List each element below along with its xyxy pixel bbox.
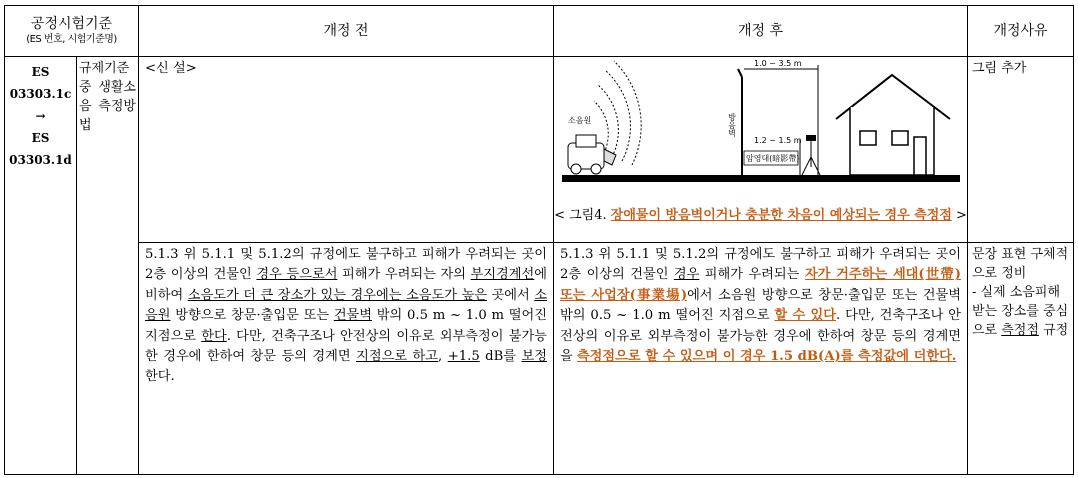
header-standard-sub: (ES 번호, 시험기준명) [26, 34, 117, 45]
fig-label-distance-top: 1.0 ~ 3.5 m [754, 59, 802, 68]
text-row [5, 243, 1074, 475]
after-text-segment: 경우 [673, 267, 700, 283]
microphone-tripod-icon [802, 135, 820, 175]
noise-source-machine-icon [568, 135, 616, 174]
before-text-segment: 5.1.3 위 5.1.1 및 5.1.2의 규정에도 불구하고 피해가 우려되는 곳이 2층 이상의 건물인 [145, 247, 547, 283]
reason-line-2: - 실제 소음피해 받는 장소를 중심으로 [972, 285, 1069, 338]
after-text-segment: 자가 거주하는 세대(世帶) 또는 사업장(事業場) [560, 267, 962, 303]
fig-label-height: 1.2 ~ 1.5 m [754, 136, 802, 145]
reason-figure-cell: 그림 추가 [968, 57, 1074, 243]
after-text-segment: 1.5 [770, 349, 794, 365]
before-text-segment: 한다 [201, 328, 227, 344]
header-standard [5, 6, 139, 57]
reason-line-4: 규정 [1038, 323, 1069, 338]
after-text-segment: 에서 소음원 방향으로 창문·출입문 또는 건물벽 밖의 0.5 ~ 1.0 m 떨어진 지점으로 [560, 287, 961, 324]
before-text-segment: dB를 [479, 349, 522, 365]
caption-suffix: > [951, 208, 967, 223]
before-text-segment: 보정 [521, 349, 547, 365]
before-figure-cell: <신 설> [139, 57, 554, 243]
before-text-segment: 소음도가 더 큰 장소가 있는 경우에는 소음도가 높은 [187, 287, 487, 303]
reason-line-3: 측정점 [1001, 323, 1039, 338]
before-text-segment: 소음원 [145, 287, 547, 324]
before-text-segment: 경우 등으로서 [256, 267, 338, 283]
figure-caption [554, 206, 967, 226]
before-text-segment: 건물벽 [333, 308, 373, 324]
fig-label-shadow: 암영대(暗影帶) [746, 154, 800, 163]
category-cell: 규제기준 중 생활소음 측정방법 [77, 57, 139, 475]
header-standard-title: 공정시험기준 [30, 16, 113, 32]
code-old-number: 03303.1c [9, 87, 72, 101]
before-text-segment: 밖의 0.5 m ~ 1.0 m 떨어진 지점으로 [145, 308, 547, 344]
code-new-prefix: ES [31, 131, 50, 145]
before-text-segment: 에 비하여 [145, 267, 547, 303]
house-icon [836, 75, 950, 175]
reason-line-1: 문장 표현 구체적으로 정비 [972, 247, 1069, 281]
code-old-prefix: ES [31, 65, 50, 79]
after-text-segment: . 다만, 건축구조나 안전상의 이유로 외부측정이 불가능한 경우에 한하여 창문 등의 경계면을 [560, 308, 962, 365]
before-text-segment: +1.5 [447, 349, 480, 365]
fig-label-barrier: 방음벽 [727, 113, 737, 137]
before-text-segment: 곳에서 [486, 287, 535, 303]
before-text-segment: . 다만, 건축구조나 안전상의 이유로 외부측정이 불가능한 경우에 한하여 창문 등의 경계면 [145, 328, 547, 365]
before-text-segment: 한다. [145, 369, 175, 385]
header-row [5, 6, 1074, 57]
figure-row [5, 57, 1074, 243]
after-text-cell [554, 243, 968, 475]
before-text-segment: 피해가 우려되는 자의 [337, 267, 471, 283]
caption-highlight: 장애물이 방음벽이거나 충분한 차음이 예상되는 경우 측정점 [610, 208, 952, 223]
after-text-segment: 할 수 있다 [774, 308, 837, 324]
after-text-segment: 피해가 우려되는 [699, 267, 805, 283]
header-reason: 개정사유 [968, 6, 1074, 57]
header-before: 개정 전 [139, 6, 554, 57]
before-text-segment: 부지경계선 [470, 267, 535, 283]
before-text-segment: 방향으로 창문·출입문 또는 [170, 308, 334, 324]
revision-table [4, 5, 1074, 475]
barrier-pole-icon [738, 69, 742, 175]
after-text-segment: 측정점으로 할 수 있으며 이 경우 [576, 349, 771, 365]
measurement-figure [554, 57, 968, 197]
reason-text-cell [968, 243, 1074, 475]
after-text-segment: dB(A)를 측정값에 더한다. [793, 349, 957, 365]
ground-bar [562, 175, 960, 182]
header-after: 개정 후 [554, 6, 968, 57]
caption-prefix: < 그림4. [554, 208, 611, 223]
code-arrow: → [35, 109, 46, 123]
after-figure-cell [554, 57, 968, 243]
code-new-number: 03303.1d [9, 153, 72, 167]
fig-label-source: 소음원 [568, 116, 592, 125]
before-text-segment: 지점으로 하고 [356, 349, 439, 365]
before-text-cell [139, 243, 554, 475]
after-text-segment: 5.1.3 위 5.1.1 및 5.1.2의 규정에도 불구하고 피해가 우려되는 곳이 2층 이상의 건물인 [560, 247, 961, 283]
before-text-segment: , [438, 349, 448, 365]
standard-code-cell [5, 57, 77, 475]
